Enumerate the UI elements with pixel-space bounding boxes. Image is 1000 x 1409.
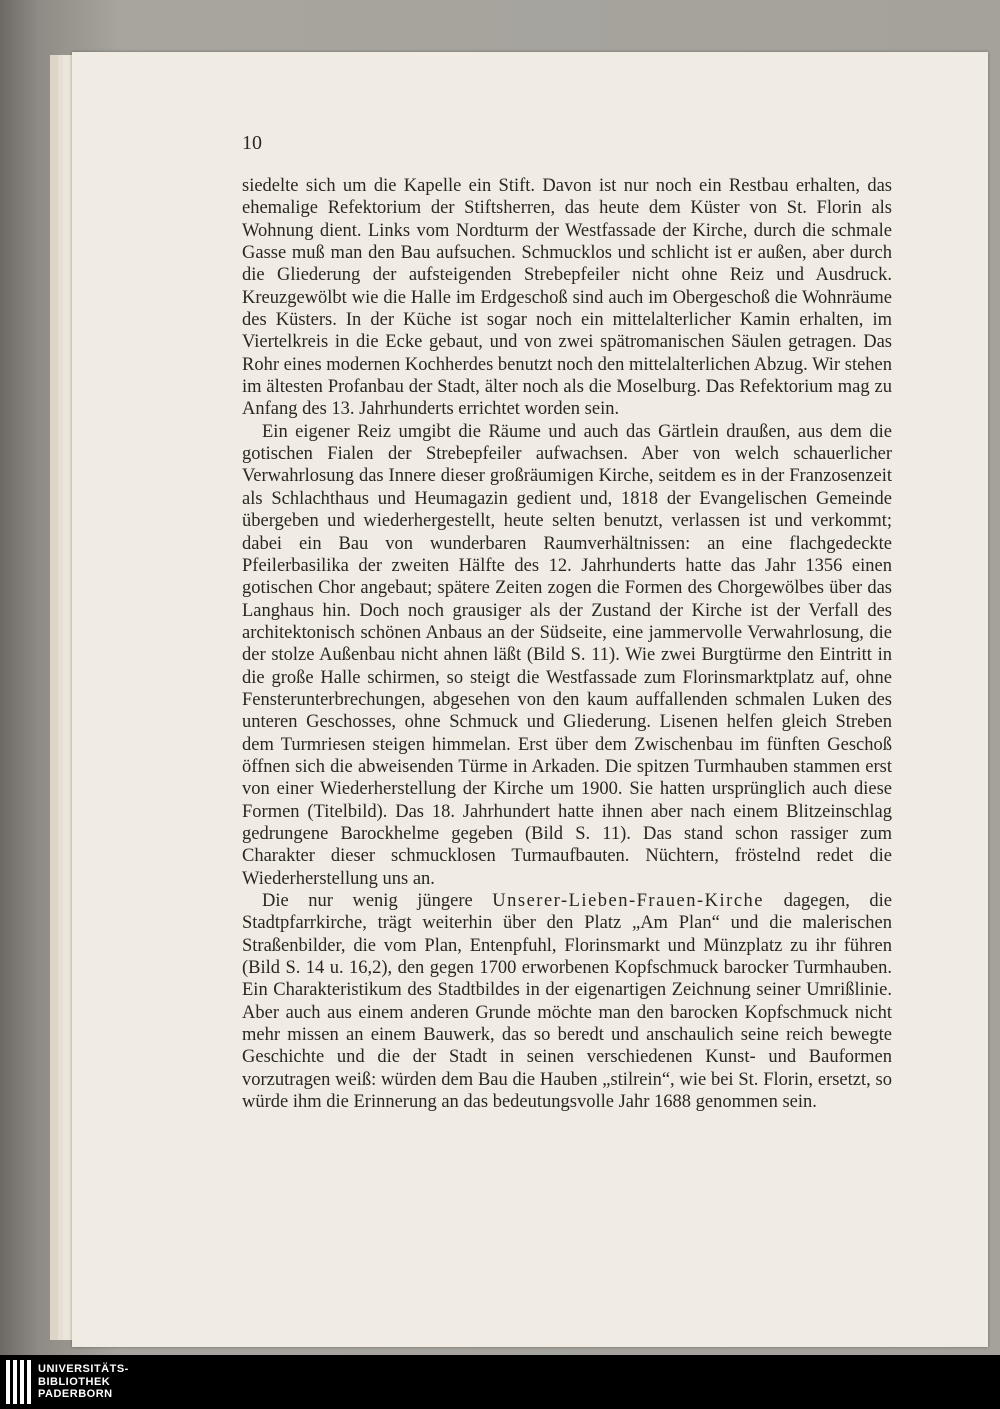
- paragraph-3: [242, 890, 892, 1113]
- paragraph-3-start: Die nur wenig jüngere: [262, 891, 493, 911]
- logo-line-2: BIBLIOTHEK: [38, 1375, 111, 1388]
- church-name-spaced: Unserer-Lieben-Frauen-Kirche: [492, 891, 765, 911]
- body-text: [242, 175, 892, 1113]
- paragraph-2: Ein eigener Reiz umgibt die Räume und auch das Gärtlein draußen, aus dem die gotischen Fialen der Strebepfeiler aufwachsen. Aber von welch schauerlicher Verwahrlosung das Innere dieser großräumigen Kirche, seitdem es in der Franzosenzeit als Schlachthaus und Heumagazin gedient und, 1818 der Evangelischen Gemeinde übergeben und wiederhergestellt, heute selten benutzt, verlassen ist und verkommt; dabei ein Bau von wunderbaren Raumverhältnissen: an eine flachgedeckte Pfeilerbasilika der zweiten Hälfte des 12. Jahrhunderts hatte das Jahr 1356 einen gotischen Chor angebaut; spätere Zeiten zogen die Formen des Chorgewölbes über das Langhaus hin. Doch noch grausiger als der Zustand der Kirche ist der Verfall des architektonisch schönen Anbaus an der Südseite, eine jammervolle Verwahrlosung, die der stolze Außenbau nicht ahnen läßt (Bild S. 11). Wie zwei Burgtürme den Eintritt in die große Halle schirmen, so steigt die Westfassade zum Florinsmarktplatz auf, ohne Fensterunterbrechungen, abgesehen von den kaum auffallenden schmalen Luken des unteren Geschosses, ohne Schmuck und Gliederung. Lisenen helfen gleich Streben dem Turmriesen steigen himmelan. Erst über dem Zwischenbau im fünften Geschoß öffnen sich die abweisenden Türme in Arkaden. Die spitzen Turmhauben stammen erst von einer Wiederherstellung der Kirche um 1900. Sie hatten ursprünglich auch diese Formen (Titelbild). Das 18. Jahrhundert hatte ihnen aber nach einem Blitzeinschlag gedrungene Barockhelme gegeben (Bild S. 11). Das stand schon rassiger zum Charakter dieser schmucklosen Turmaufbauten. Nüchtern, fröstelnd redet die Wiederherstellung uns an.: [242, 421, 892, 889]
- paragraph-3-rest: dagegen, die Stadtpfarrkirche, trägt weiterhin über den Platz „Am Plan“ und die malerischen Straßenbilder, die vom Plan, Entenpfuhl, Florinsmarkt und Münzplatz zu ihr führen (Bild S. 14 u. 16,2), den gegen 1700 erworbenen Kopfschmuck barocker Turmhauben. Ein Charakteristikum des Stadtbildes in der eigenartigen Zeichnung seiner Umrißlinie. Aber auch aus einem anderen Grunde möchte man den barocken Kopfschmuck nicht mehr missen an einem Bauwerk, das so beredt und anschaulich seine reich bewegte Geschichte und die der Stadt in seinen verschiedenen Kunst- und Bauformen vorzutragen weiß: würden dem Bau die Hauben „stilrein“, wie bei St. Florin, ersetzt, so würde ihm die Erinnerung an das bedeutungsvolle Jahr 1688 genommen sein.: [242, 891, 892, 1113]
- library-logo: [6, 1359, 129, 1405]
- library-logo-text: [38, 1363, 129, 1401]
- footer-bar: [0, 1355, 1000, 1409]
- paragraph-1: siedelte sich um die Kapelle ein Stift. Davon ist nur noch ein Restbau erhalten, das ehemalige Refektorium der Stiftsherren, das heute dem Küster von St. Florin als Wohnung dient. Links vom Nordturm der Westfassade der Kirche, durch die schmale Gasse muß man den Bau aufsuchen. Schmucklos und schlicht ist er außen, aber durch die Gliederung der aufsteigenden Strebepfeiler nicht ohne Reiz und Ausdruck. Kreuzgewölbt wie die Halle im Erdgeschoß sind auch im Obergeschoß die Wohnräume des Küsters. In der Küche ist sogar noch ein mittelalterlicher Kamin erhalten, im Viertelkreis in die Ecke gebaut, und von zwei spätromanischen Säulen getragen. Das Rohr eines modernen Kochherdes benutzt noch den mittelalterlichen Abzug. Wir stehen im ältesten Profanbau der Stadt, älter noch als die Moselburg. Das Refektorium mag zu Anfang des 13. Jahrhunderts errichtet worden sein.: [242, 176, 892, 420]
- page-number: 10: [242, 132, 262, 154]
- library-logo-icon: [6, 1360, 31, 1404]
- logo-line-1: UNIVERSITÄTS-: [38, 1363, 129, 1376]
- logo-line-3: PADERBORN: [38, 1388, 113, 1401]
